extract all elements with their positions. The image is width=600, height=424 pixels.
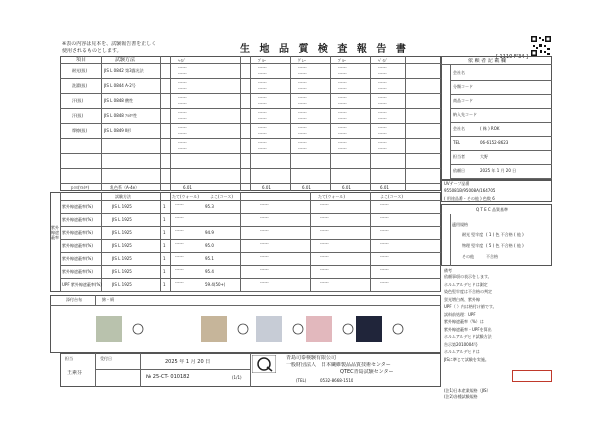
- uv-dash: ------: [260, 241, 269, 246]
- ph-value-2: 6.01: [262, 185, 271, 190]
- uv-row-item: 紫外線遮蔽率(%): [62, 256, 93, 261]
- field-value: 大野: [480, 154, 488, 159]
- uv-row-n: 1: [163, 217, 166, 222]
- row-dash: ------: [178, 131, 187, 136]
- uv-dash: ------: [260, 267, 269, 272]
- row-dash: ------: [378, 140, 387, 145]
- page-indicator: (1/1): [232, 375, 242, 380]
- uv-dash: ------: [380, 241, 389, 246]
- uv-row-item: 紫外線遮蔽率(%): [62, 230, 93, 235]
- row-divider: [60, 93, 441, 94]
- row-dash: ------: [258, 131, 267, 136]
- judge-row-label: 物理 堅牢度: [462, 243, 484, 248]
- row-dash: ------: [298, 125, 307, 130]
- row-dash: ------: [378, 110, 387, 115]
- uv-dash: ------: [175, 267, 184, 272]
- uv-dash: ------: [380, 202, 389, 207]
- row-dash: ------: [298, 140, 307, 145]
- uv-row-divider: [60, 213, 441, 214]
- uv-row-method: JIS L 1925: [112, 217, 132, 222]
- uv-row-value: 95.0: [205, 243, 214, 248]
- approval-stamp: [512, 370, 552, 382]
- uv-head-c: たて(ウォール): [318, 194, 345, 199]
- row-dash: ------: [258, 86, 267, 91]
- inspector-name: 王素芬: [67, 370, 83, 376]
- row-dash: ------: [338, 101, 347, 106]
- row-divider: [60, 138, 441, 139]
- uv-row-n: 1: [163, 204, 166, 209]
- uv-dash: ------: [320, 280, 329, 285]
- row-divider: [60, 108, 441, 109]
- uv-row-item: 紫外線遮蔽率(%): [62, 204, 93, 209]
- remark-line: 染色堅牢度は不合格の判定: [444, 289, 492, 294]
- uv-dash: ------: [260, 202, 269, 207]
- qtec-mark-icon: [238, 324, 248, 334]
- row-dash: ------: [338, 65, 347, 70]
- uv-dash: ------: [380, 267, 389, 272]
- uv-dash: ------: [380, 280, 389, 285]
- remarks-title: 備考: [444, 268, 452, 273]
- row-dash: ------: [258, 101, 267, 106]
- row-dash: ------: [338, 146, 347, 151]
- row-dash: ------: [378, 71, 387, 76]
- uv-head-method: 試験方法: [115, 194, 131, 199]
- uv-row-n: 1: [163, 269, 166, 274]
- uv-row-n: 1: [163, 256, 166, 261]
- row-dash: ------: [258, 80, 267, 85]
- uv-row-value: 94.9: [205, 230, 214, 235]
- col-head-item: 項目: [76, 57, 87, 63]
- field-divider: [450, 108, 552, 109]
- row-dash: ------: [258, 125, 267, 130]
- qtec-mark-icon: [133, 324, 143, 334]
- uv-dash: ------: [320, 215, 329, 220]
- composition-value: 955081B/95008A/164705: [444, 188, 496, 193]
- col-head-1: ﾍｲｼﾞ: [178, 58, 186, 63]
- date-value: 2025 年 1 月 20 日: [165, 359, 211, 365]
- row-divider: [60, 183, 441, 184]
- date-label: 受付日: [100, 356, 112, 361]
- uv-row-divider: [60, 226, 441, 227]
- row-method: JIS L 0848 酸性: [104, 98, 134, 103]
- row-dash: ------: [178, 95, 187, 100]
- fabric-swatch: [256, 316, 282, 342]
- row-dash: ------: [378, 101, 387, 106]
- uv-dash: ------: [260, 254, 269, 259]
- uv-section-label: 紫外線遮蔽率: [51, 225, 59, 240]
- judge-row-value: 不合格: [486, 254, 498, 259]
- row-dash: ------: [298, 86, 307, 91]
- page-title: 生 地 品 質 検 査 報 告 書: [240, 44, 409, 55]
- field-value: 06-6152-8623: [480, 140, 509, 145]
- row-divider: [60, 153, 441, 154]
- row-item: 汗(級): [72, 113, 84, 118]
- field-divider: [450, 80, 552, 81]
- uv-head-b: よこ(コース): [210, 194, 233, 199]
- remark-line: ホルムアルデヒド試験方法: [444, 334, 492, 339]
- row-dash: ------: [298, 95, 307, 100]
- uv-head-a: たて(ウォール): [172, 194, 199, 199]
- qtec-mark-icon: [393, 324, 403, 334]
- row-dash: ------: [178, 80, 187, 85]
- judge-row-value: ( 5 ) 色 不合格 ( 他 ): [486, 243, 524, 248]
- row-dash: ------: [378, 116, 387, 121]
- qtec-mark-icon: [343, 324, 353, 334]
- note-line-2: 使用されるものとします。: [62, 48, 122, 54]
- fabric-label: 添付台布: [66, 297, 82, 302]
- report-code: [ 1110 F'34 ]: [496, 54, 529, 60]
- fabric-swatches: [51, 306, 441, 352]
- row-dash: ------: [178, 125, 187, 130]
- row-dash: ------: [298, 116, 307, 121]
- remark-line: 紫外線遮蔽率（%）は: [444, 319, 484, 324]
- row-dash: ------: [178, 65, 187, 70]
- row-dash: ------: [338, 140, 347, 145]
- col-head-method: 試験方法: [115, 57, 136, 63]
- uv-row-method: JIS L 1925: [112, 243, 132, 248]
- field-divider: [450, 94, 552, 95]
- row-dash: ------: [378, 131, 387, 136]
- row-divider: [60, 168, 441, 169]
- row-item: 汗(級): [72, 98, 84, 103]
- uv-row-divider: [60, 278, 441, 279]
- col-head-2: ﾌﾞﾙｰ: [258, 58, 266, 63]
- row-dash: ------: [298, 65, 307, 70]
- ph-value-4: 6.01: [342, 185, 351, 190]
- row-dash: ------: [258, 95, 267, 100]
- fabric-value: 綿・絹: [102, 297, 114, 302]
- row-dash: ------: [178, 140, 187, 145]
- note-line-1: ※表の内容は見本を、試験報告書を正しく: [62, 41, 157, 47]
- uv-dash: ------: [175, 202, 184, 207]
- row-dash: ------: [298, 110, 307, 115]
- row-dash: ------: [338, 80, 347, 85]
- row-dash: ------: [298, 80, 307, 85]
- field-value: ( 株 ) ROK: [480, 126, 500, 131]
- issuer-line-3: QTEC青島試験センター: [340, 369, 394, 375]
- col-head-5: ﾍﾞｲｼﾞ: [378, 58, 388, 63]
- judge-row-value: ( 1 ) 色 不合格 ( 他 ): [486, 232, 524, 237]
- row-dash: ------: [338, 125, 347, 130]
- uv-dash: ------: [260, 215, 269, 220]
- uv-row-method: JIS L 1925: [112, 282, 132, 287]
- ph-value-5: 6.01: [380, 185, 389, 190]
- qtec-logo-icon: [252, 355, 276, 373]
- field-divider: [450, 136, 552, 137]
- uv-dash: ------: [260, 280, 269, 285]
- uv-dash: ------: [260, 228, 269, 233]
- uv-row-n: 1: [163, 282, 166, 287]
- remark-line: 紫外線遮蔽率・UPFを算出: [444, 326, 492, 332]
- uv-row-item: 紫外線遮蔽率(%): [62, 269, 93, 274]
- row-method: JIS L 0844 A-2号: [104, 83, 136, 88]
- row-method: JIS L 0842 第3露光法: [104, 68, 144, 73]
- row-item: 洗濯(級): [72, 83, 88, 88]
- row-method: JIS L 0848 ｱﾙｶﾘ性: [104, 113, 138, 118]
- uv-dash: ------: [320, 202, 329, 207]
- uv-dash: ------: [320, 241, 329, 246]
- row-dash: ------: [298, 71, 307, 76]
- row-dash: ------: [298, 101, 307, 106]
- footnote-2: (注2)各種試験規格: [444, 394, 478, 399]
- row-dash: ------: [178, 110, 187, 115]
- row-item: 摩擦(級): [72, 128, 88, 133]
- uv-dash: ------: [380, 215, 389, 220]
- remark-line: JISに準じて試験を実施。: [444, 356, 489, 362]
- uv-tape-label: UVテープ品番: [444, 181, 470, 186]
- row-dash: ------: [258, 110, 267, 115]
- uv-row-divider: [60, 265, 441, 266]
- row-dash: ------: [378, 65, 387, 70]
- field-divider: [450, 150, 552, 151]
- field-value: 2025 年 1 月 20 日: [480, 168, 517, 173]
- uv-dash: ------: [320, 228, 329, 233]
- row-dash: ------: [338, 71, 347, 76]
- judge-row-label: その他: [462, 254, 474, 259]
- row-dash: ------: [178, 71, 187, 76]
- row-dash: ------: [258, 65, 267, 70]
- remark-line: 蛍光増白剤、紫外線: [444, 296, 480, 302]
- report-number: № 25-CT- 010182: [146, 374, 190, 380]
- ph-value-3: 6.01: [302, 185, 311, 190]
- uv-row-value: 95.3: [205, 204, 214, 209]
- uv-row-method: JIS L 1925: [112, 269, 132, 274]
- field-divider: [450, 164, 552, 165]
- judge-label: 適用規格: [452, 222, 468, 227]
- ph-method: 乳色系（A-4e）: [110, 185, 140, 190]
- row-dash: ------: [258, 140, 267, 145]
- ph-label: ｐＨ(ｱﾙｶﾘ): [70, 185, 90, 190]
- row-dash: ------: [258, 71, 267, 76]
- field-label: 会社名: [453, 126, 465, 131]
- fabric-swatch: [306, 316, 332, 342]
- sample-text: ( 用途品番・その他 ) 色数 6: [444, 196, 495, 201]
- uv-row-value: 95.4: [205, 269, 214, 274]
- uv-dash: ------: [175, 280, 184, 285]
- field-label: 依頼日: [453, 168, 465, 173]
- issuer-line-2: 一般財団法人 日本繊維製品品質技術センター: [286, 362, 391, 368]
- row-divider: [60, 123, 441, 124]
- qtec-mark-icon: [293, 324, 303, 334]
- remark-line: 試料前処理：UPF: [444, 311, 476, 317]
- judge-row-label: 耐光 堅牢度: [462, 232, 484, 237]
- footnote-1: (注1)日本産業規格（JIS）: [444, 388, 491, 393]
- fabric-swatch: [96, 316, 122, 342]
- row-dash: ------: [178, 146, 187, 151]
- uv-row-method: JIS L 1925: [112, 204, 132, 209]
- client-panel-header: 依 頼 者 記 載 欄: [468, 58, 506, 64]
- row-dash: ------: [378, 125, 387, 130]
- uv-dash: ------: [175, 228, 184, 233]
- field-label: 会社名: [453, 70, 465, 75]
- uv-dash: ------: [175, 241, 184, 246]
- uv-dash: ------: [175, 215, 184, 220]
- row-dash: ------: [258, 116, 267, 121]
- row-divider: [60, 78, 441, 79]
- row-dash: ------: [378, 146, 387, 151]
- col-head-3: ｸﾞﾚｰ: [298, 58, 306, 63]
- row-dash: ------: [338, 95, 347, 100]
- row-dash: ------: [378, 86, 387, 91]
- issuer-line-1: 青島司泰検験有限公司: [286, 355, 337, 361]
- uv-row-divider: [60, 291, 441, 292]
- row-dash: ------: [378, 80, 387, 85]
- field-label: 商品コード: [453, 98, 473, 103]
- uv-dash: ------: [320, 254, 329, 259]
- row-item: 耐光(級): [72, 68, 88, 73]
- fabric-swatch: [201, 316, 227, 342]
- uv-dash: ------: [380, 254, 389, 259]
- uv-row-item: 紫外線遮蔽率(%): [62, 217, 93, 222]
- uv-row-n: 1: [163, 230, 166, 235]
- row-dash: ------: [178, 86, 187, 91]
- ph-value-1: 6.01: [183, 185, 192, 190]
- row-dash: ------: [338, 110, 347, 115]
- row-dash: ------: [298, 146, 307, 151]
- fabric-swatch: [356, 316, 382, 342]
- field-label: TEL: [453, 140, 461, 145]
- uv-row-item: UPF 紫外線遮蔽率(%): [62, 282, 102, 287]
- uv-row-value: 95.1: [205, 256, 214, 261]
- uv-row-method: JIS L 1925: [112, 230, 132, 235]
- uv-row-value: 59.4(50+): [205, 282, 226, 287]
- field-label: 納入先コード: [453, 112, 477, 117]
- field-label: 担当者: [453, 154, 465, 159]
- field-label: 分類コード: [453, 84, 473, 89]
- uv-dash: ------: [380, 228, 389, 233]
- uv-dash: ------: [175, 254, 184, 259]
- qtec-label: Q T E C 品質基準: [476, 207, 508, 212]
- field-divider: [450, 178, 552, 179]
- qr-code-icon: [531, 36, 551, 56]
- inspector-label: 担当: [65, 356, 73, 361]
- uv-row-divider: [60, 252, 441, 253]
- uv-row-method: JIS L 1925: [112, 256, 132, 261]
- col-head-4: ﾌﾞﾙｰ: [338, 58, 346, 63]
- row-dash: ------: [338, 116, 347, 121]
- uv-row-divider: [60, 239, 441, 240]
- row-dash: ------: [378, 95, 387, 100]
- remark-line: 依頼事項の表示をします。: [444, 274, 492, 279]
- row-dash: ------: [338, 131, 347, 136]
- row-dash: ------: [178, 101, 187, 106]
- remark-line: UPF（ ）内は格付け値です。: [444, 304, 497, 309]
- uv-head-d: よこ(コース): [380, 194, 403, 199]
- row-dash: ------: [338, 86, 347, 91]
- uv-row-n: 1: [163, 243, 166, 248]
- row-dash: ------: [258, 146, 267, 151]
- remark-line: 告示第2010004号: [444, 341, 478, 347]
- uv-dash: ------: [320, 267, 329, 272]
- tel-number: 0532-8668-1510: [320, 378, 354, 383]
- uv-row-item: 紫外線遮蔽率(%): [62, 243, 93, 248]
- row-dash: ------: [178, 116, 187, 121]
- remark-line: ホルムアルデヒドは測定: [444, 281, 488, 287]
- field-divider: [450, 122, 552, 123]
- tel-label: (TEL): [296, 378, 307, 383]
- row-method: JIS L 0849 Ⅱ形: [104, 128, 132, 133]
- remark-line: ホルムアルデヒドは: [444, 349, 480, 354]
- row-dash: ------: [298, 131, 307, 136]
